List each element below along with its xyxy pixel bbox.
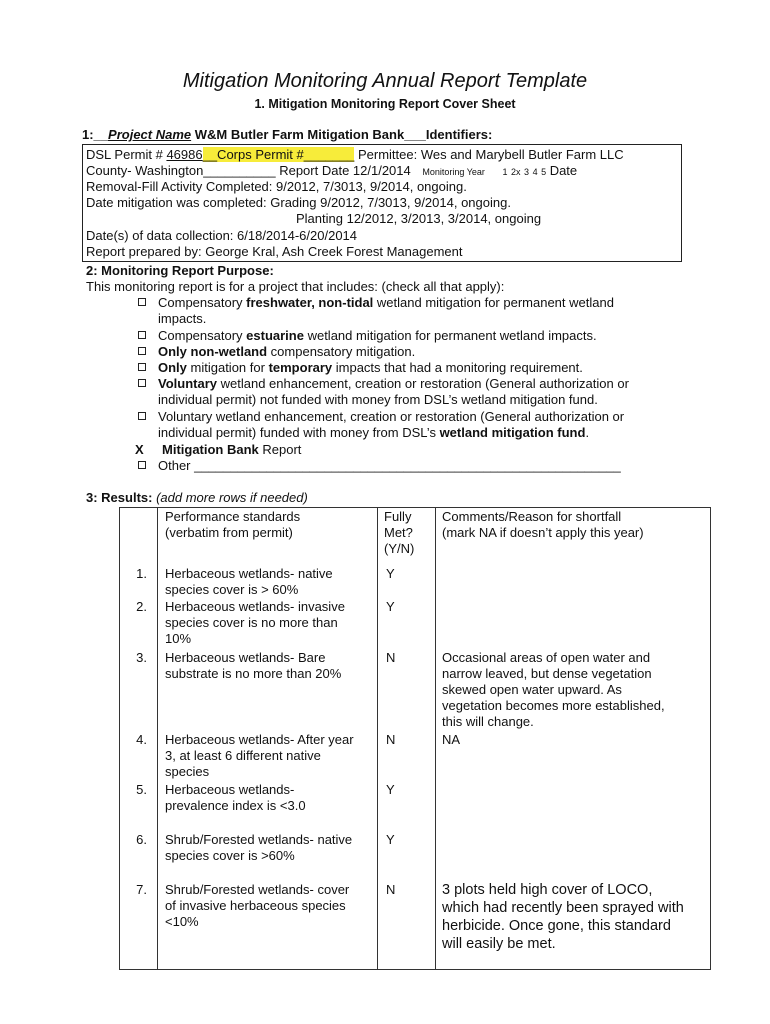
- comment-line: which had recently been sprayed with: [442, 900, 684, 916]
- permittee-text: Permittee: Wes and Marybell Butler Farm LLC: [354, 147, 624, 162]
- purpose-voluntary-not-funded: [158, 376, 629, 392]
- purpose-voluntary-funded: Voluntary wetland enhancement, creation or restoration (General authorization or: [158, 409, 625, 424]
- mitigation-completed-line: Date mitigation was completed: Grading 9/2012, 7/3013, 9/2014, ongoing.: [86, 195, 511, 210]
- standard-line: 3, at least 6 different native: [165, 748, 321, 763]
- row-number: 1.: [136, 566, 147, 581]
- purpose-bold: temporary: [268, 360, 333, 375]
- purpose-estuarine: [158, 328, 597, 344]
- header-line: Comments/Reason for shortfall: [442, 509, 622, 524]
- standard-line: Shrub/Forested wetlands- cover: [165, 882, 350, 897]
- row-standard: [165, 882, 349, 930]
- purpose-bold: Only: [158, 360, 187, 375]
- purpose-other: Other ___________________________________________________________: [158, 458, 621, 473]
- purpose-text: impacts that had a monitoring requirement.: [332, 360, 583, 375]
- section2-heading: 2: Monitoring Report Purpose:: [86, 263, 274, 278]
- identifiers-label: ___Identifiers:: [404, 127, 493, 142]
- standard-line: Herbaceous wetlands- native: [165, 566, 333, 581]
- row-number: 5.: [136, 782, 147, 797]
- purpose-text: .: [585, 425, 590, 440]
- comment-line: 3 plots held high cover of LOCO,: [442, 882, 653, 898]
- purpose-voluntary-not-funded-cont: individual permit) not funded with money from DSL’s wetland mitigation fund.: [158, 392, 598, 407]
- row-comment: [442, 650, 665, 730]
- purpose-text: Compensatory: [158, 328, 247, 343]
- row-number: 2.: [136, 599, 147, 614]
- purpose-text: mitigation for: [186, 360, 269, 375]
- section3-title: 3: Results:: [86, 490, 157, 505]
- purpose-text: wetland mitigation for permanent wetland impacts.: [303, 328, 597, 343]
- comment-line: narrow leaved, but dense vegetation: [442, 666, 652, 681]
- county-report-date: County- Washington__________ Report Date 12/1/2014: [86, 163, 411, 178]
- checkbox-estuarine[interactable]: [138, 331, 146, 339]
- comment-line: vegetation becomes more established,: [442, 698, 665, 713]
- standard-line: species cover is >60%: [165, 848, 295, 863]
- county-line: [86, 163, 577, 180]
- standard-line: species cover is no more than: [165, 615, 338, 630]
- checkbox-mitigation-bank-checked[interactable]: X: [135, 442, 144, 457]
- row-met: N: [386, 732, 396, 747]
- comment-line: herbicide. Once gone, this standard: [442, 918, 671, 934]
- header-line: (verbatim from permit): [165, 525, 293, 540]
- standard-line: Herbaceous wetlands- After year: [165, 732, 354, 747]
- dsl-permit-value: 46986: [166, 147, 203, 162]
- row-number: 4.: [136, 732, 147, 747]
- standard-line: Shrub/Forested wetlands- native: [165, 832, 353, 847]
- purpose-text: Compensatory: [158, 295, 247, 310]
- standard-line: species: [165, 764, 210, 779]
- checkbox-freshwater[interactable]: [138, 298, 146, 306]
- table-divider: [435, 507, 436, 969]
- purpose-freshwater-cont: impacts.: [158, 311, 207, 326]
- permit-line: [86, 147, 624, 163]
- table-divider: [157, 507, 158, 969]
- row-met: Y: [386, 832, 395, 847]
- row-standard: [165, 599, 345, 647]
- project-name-label: Project Name: [108, 127, 192, 142]
- row-comment: [442, 881, 684, 953]
- standard-line: substrate is no more than 20%: [165, 666, 342, 681]
- row-met: Y: [386, 566, 395, 581]
- standard-line: 10%: [165, 631, 192, 646]
- purpose-bold: Only non-wetland: [158, 344, 268, 359]
- purpose-freshwater: [158, 295, 614, 311]
- monitoring-year-label: Monitoring Year: [422, 167, 485, 177]
- row-met: Y: [386, 782, 395, 797]
- row-met: N: [386, 882, 396, 897]
- purpose-voluntary-funded-cont: [158, 425, 589, 441]
- project-name-value: W&M Butler Farm Mitigation Bank: [191, 127, 405, 142]
- row-number: 3.: [136, 650, 147, 665]
- dsl-permit-label: DSL Permit #: [86, 147, 167, 162]
- header-line: Performance standards: [165, 509, 301, 524]
- section2-intro: This monitoring report is for a project that includes: (check all that apply):: [86, 279, 505, 294]
- purpose-text: compensatory mitigation.: [267, 344, 416, 359]
- purpose-temporary: [158, 360, 583, 376]
- standard-line: <10%: [165, 914, 199, 929]
- section3-heading: [86, 490, 308, 506]
- purpose-text: wetland enhancement, creation or restoration (General authorization or: [217, 376, 629, 391]
- row-number: 7.: [136, 882, 147, 897]
- purpose-mitigation-bank: [162, 442, 301, 458]
- header-line: Met?: [384, 525, 413, 540]
- comment-line: Occasional areas of open water and: [442, 650, 651, 665]
- section1-header: [82, 127, 492, 143]
- purpose-bold: wetland mitigation fund: [439, 425, 586, 440]
- standard-line: Herbaceous wetlands- Bare: [165, 650, 326, 665]
- row-standard: [165, 732, 354, 780]
- document-title: Mitigation Monitoring Annual Report Template: [182, 70, 588, 92]
- row-standard: [165, 782, 306, 814]
- document-subtitle: 1. Mitigation Monitoring Report Cover Sheet: [254, 97, 516, 111]
- comment-line: this will change.: [442, 714, 534, 729]
- row-standard: [165, 832, 352, 864]
- header-standards: [165, 509, 300, 541]
- data-collection-line: Date(s) of data collection: 6/18/2014-6/20/2014: [86, 228, 358, 243]
- purpose-text: individual permit) funded with money from DSL’s: [158, 425, 440, 440]
- purpose-bold: estuarine: [246, 328, 304, 343]
- header-line: Fully: [384, 509, 412, 524]
- section1-prefix: 1:__: [82, 127, 109, 142]
- standard-line: species cover is > 60%: [165, 582, 299, 597]
- checkbox-temporary[interactable]: [138, 363, 146, 371]
- row-comment: NA: [442, 732, 461, 747]
- date-label: Date: [546, 163, 578, 178]
- purpose-bold: freshwater, non-tidal: [246, 295, 374, 310]
- standard-line: prevalence index is <3.0: [165, 798, 306, 813]
- corps-permit-field[interactable]: __Corps Permit #_______: [202, 147, 355, 162]
- removal-fill-line: Removal-Fill Activity Completed: 9/2012, 7/3013, 9/2014, ongoing.: [86, 179, 467, 194]
- monitoring-year-options: 1 2x 3 4 5: [502, 167, 547, 177]
- purpose-bold: Mitigation Bank: [162, 442, 259, 457]
- row-standard: [165, 650, 341, 682]
- row-met: Y: [386, 599, 395, 614]
- comment-line: will easily be met.: [442, 936, 556, 952]
- comment-line: skewed open water upward. As: [442, 682, 622, 697]
- prepared-by-line: Report prepared by: George Kral, Ash Creek Forest Management: [86, 244, 463, 259]
- table-divider: [377, 507, 378, 969]
- purpose-bold: Voluntary: [158, 376, 217, 391]
- header-met: [384, 509, 414, 557]
- row-met: N: [386, 650, 396, 665]
- standard-line: Herbaceous wetlands- invasive: [165, 599, 345, 614]
- checkbox-non-wetland[interactable]: [138, 347, 146, 355]
- checkbox-voluntary-not-funded[interactable]: [138, 379, 146, 387]
- header-line: (mark NA if doesn’t apply this year): [442, 525, 644, 540]
- standard-line: Herbaceous wetlands-: [165, 782, 295, 797]
- planting-line: Planting 12/2012, 3/2013, 3/2014, ongoing: [296, 211, 542, 226]
- header-comments: [442, 509, 644, 541]
- row-standard: [165, 566, 333, 598]
- purpose-text: Report: [258, 442, 302, 457]
- section3-note: (add more rows if needed): [156, 490, 308, 505]
- checkbox-other[interactable]: [138, 461, 146, 469]
- checkbox-voluntary-funded[interactable]: [138, 412, 146, 420]
- header-line: (Y/N): [384, 541, 415, 556]
- standard-line: of invasive herbaceous species: [165, 898, 346, 913]
- purpose-non-wetland: [158, 344, 415, 360]
- row-number: 6.: [136, 832, 147, 847]
- purpose-text: wetland mitigation for permanent wetland: [373, 295, 614, 310]
